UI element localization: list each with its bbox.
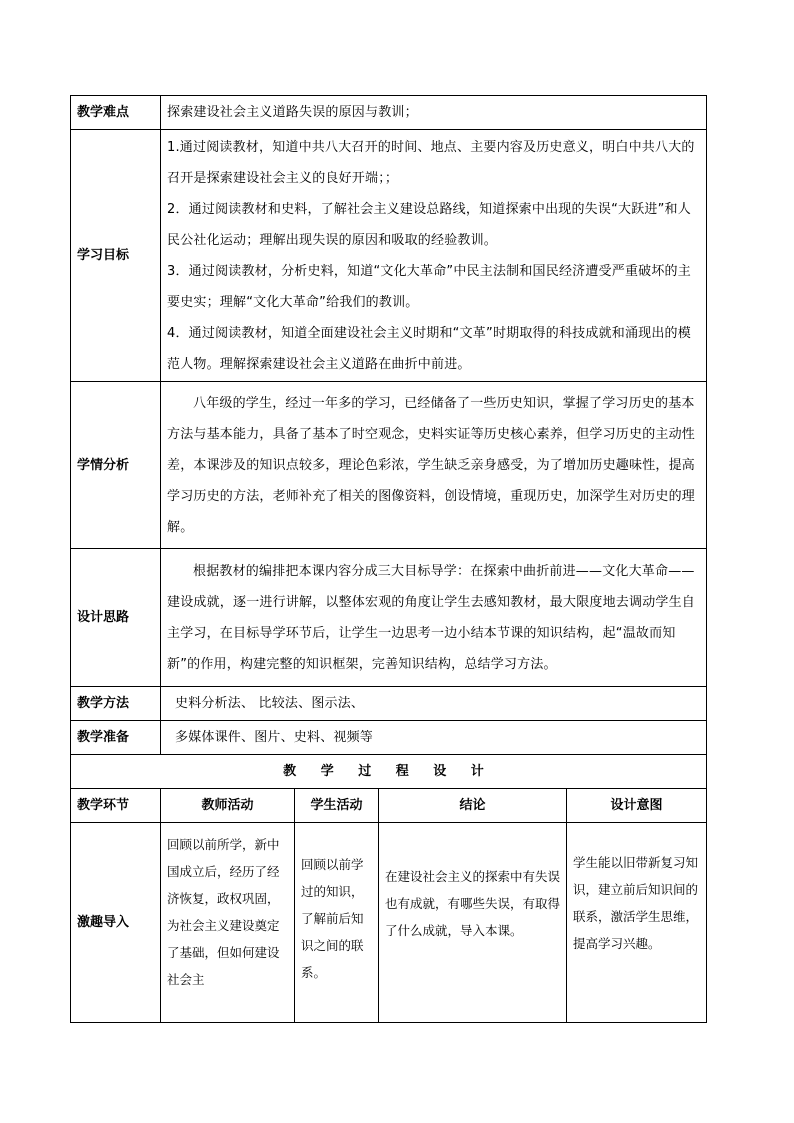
methods-label: 教学方法 [71, 687, 161, 721]
lesson-plan-table [70, 95, 707, 1023]
hook-student-activity: 回顾以前学过的知识，了解前后知识之间的联系。 [295, 823, 379, 1023]
preparation-label: 教学准备 [71, 721, 161, 755]
hook-teacher-activity: 回顾以前所学，新中国成立后，经历了经济恢复，政权巩固，为社会主义建设奠定了基础，但如何建设社会主 [161, 823, 295, 1023]
objective-item: 1.通过阅读教材，知道中共八大召开的时间、地点、主要内容及历史意义，明白中共八大的召开是探索建设社会主义的良好开端；； [167, 139, 695, 186]
hook-stage: 激趣导入 [71, 823, 161, 1023]
objective-item: 2．通过阅读教材和史料，了解社会主义建设总路线，知道探索中出现的失误“大跃进”和人民公社化运动；理解出现失误的原因和吸取的经验教训。 [167, 201, 691, 248]
objectives-label: 学习目标 [71, 130, 161, 382]
design-idea-row [71, 549, 707, 687]
preparation-row [71, 721, 707, 755]
header-stage: 教学环节 [71, 789, 161, 823]
objectives-row [71, 130, 707, 382]
objective-item: 3．通过阅读教材，分析史料，知道“文化大革命”中民主法制和国民经济遭受严重破坏的主要史实；理解“文化大革命”给我们的教训。 [167, 263, 691, 310]
hook-conclusion: 在建设社会主义的探索中有失误也有成就，有哪些失误，有取得了什么成就，导入本课。 [379, 823, 567, 1023]
difficulty-text: 探索建设社会主义道路失误的原因与教训； [161, 96, 707, 130]
difficulty-label: 教学难点 [71, 96, 161, 130]
process-header-row [71, 789, 707, 823]
preparation-text: 多媒体课件、图片、史料、视频等 [161, 721, 707, 755]
hook-intent: 学生能以旧带新复习知识，建立前后知识间的联系，激活学生思维，提高学习兴趣。 [567, 823, 707, 1023]
student-analysis-label: 学情分析 [71, 382, 161, 549]
student-analysis-row [71, 382, 707, 549]
header-teacher: 教师活动 [161, 789, 295, 823]
student-analysis-text: 八年级的学生，经过一年多的学习，已经储备了一些历史知识，掌握了学习历史的基本方法与基本能力，具备了基本了时空观念，史料实证等历史核心素养，但学习历史的主动性差，本课涉及的知识点较多，理论色彩浓，学生缺乏亲身感受，为了增加历史趣味性，提高学习历史的方法，老师补充了相关的图像资料，创设情境，重现历史，加深学生对历史的理解。 [167, 395, 696, 535]
header-intent: 设计意图 [567, 789, 707, 823]
header-conclusion: 结论 [379, 789, 567, 823]
objective-item: 4．通过阅读教材，知道全面建设社会主义时期和“文革”时期取得的科技成就和涌现出的模范人物。理解探索建设社会主义道路在曲折中前进。 [167, 325, 691, 372]
objectives-list [161, 130, 707, 382]
process-title-row [71, 755, 707, 789]
process-title: 教 学 过 程 设 计 [71, 755, 707, 789]
hook-row [71, 823, 707, 1023]
design-idea-text: 根据教材的编排把本课内容分成三大目标导学：在探索中曲折前进——文化大革命——建设成就，逐一进行讲解，以整体宏观的角度让学生去感知教材，最大限度地去调动学生自主学习，在目标导学环节后，让学生一边思考一边小结本节课的知识结构，起“温故而知新”的作用，构建完整的知识框架，完善知识结构，总结学习方法。 [167, 563, 696, 672]
header-student: 学生活动 [295, 789, 379, 823]
methods-text: 史料分析法、 比较法、图示法、 [161, 687, 707, 721]
methods-row [71, 687, 707, 721]
difficulty-row [71, 96, 707, 130]
design-idea-label: 设计思路 [71, 549, 161, 687]
